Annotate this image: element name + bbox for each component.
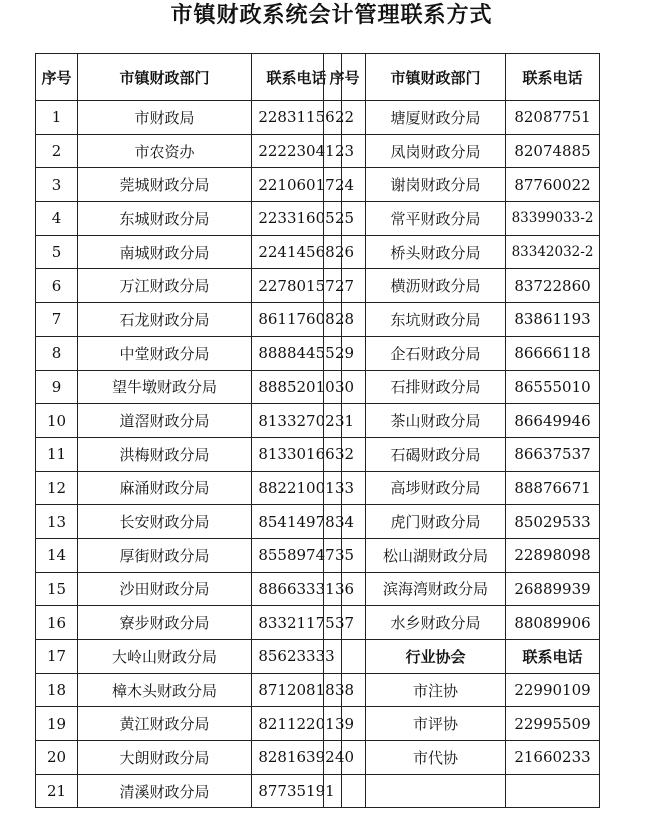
table-row [324,741,600,775]
phone-number: 88663331 [252,572,342,606]
phone-number: 86117608 [252,303,342,337]
row-number: 23 [324,134,366,168]
row-number: 3 [36,168,78,202]
department-name: 虎门财政分局 [366,505,506,539]
department-name: 中堂财政分局 [78,336,252,370]
row-number: 27 [324,269,366,303]
table-row [36,538,342,572]
row-number: 21 [36,774,78,808]
row-number: 9 [36,370,78,404]
phone-number: 81332702 [252,404,342,438]
department-name: 桥头财政分局 [366,235,506,269]
department-name: 樟木头财政分局 [78,673,252,707]
row-number: 28 [324,303,366,337]
department-name: 沙田财政分局 [78,572,252,606]
table-row [36,235,342,269]
phone-number: 83321175 [252,606,342,640]
phone-number: 85589747 [252,538,342,572]
phone-number: 82074885 [506,134,600,168]
department-name: 万江财政分局 [78,269,252,303]
department-name: 企石财政分局 [366,336,506,370]
row-number: 11 [36,437,78,471]
empty-cell [324,774,366,808]
phone-number: 88089906 [506,606,600,640]
department-name: 凤岗财政分局 [366,134,506,168]
phone-number: 83342032-2 [506,235,600,269]
row-number: 22 [324,101,366,135]
department-name: 莞城财政分局 [78,168,252,202]
phone-number: 22106017 [252,168,342,202]
association-header-dept: 行业协会 [366,640,506,674]
row-number: 7 [36,303,78,337]
row-number: 15 [36,572,78,606]
table-row [36,606,342,640]
department-name: 横沥财政分局 [366,269,506,303]
row-number: 40 [324,741,366,775]
table-header-row [36,54,342,101]
phone-number: 82112201 [252,707,342,741]
row-number: 29 [324,336,366,370]
department-name: 水乡财政分局 [366,606,506,640]
department-name: 市评协 [366,707,506,741]
row-number: 30 [324,370,366,404]
department-name: 麻涌财政分局 [78,471,252,505]
department-name: 石排财政分局 [366,370,506,404]
row-number: 2 [36,134,78,168]
row-number: 34 [324,505,366,539]
department-name: 洪梅财政分局 [78,437,252,471]
row-number: 13 [36,505,78,539]
row-number: 5 [36,235,78,269]
header-phone: 联系电话 [252,54,342,101]
table-row [36,101,342,135]
phone-number: 85414978 [252,505,342,539]
header-seq: 序号 [36,54,78,101]
department-name: 茶山财政分局 [366,404,506,438]
phone-number: 82087751 [506,101,600,135]
empty-cell [506,774,600,808]
row-number: 1 [36,101,78,135]
department-name: 高埗财政分局 [366,471,506,505]
row-number: 18 [36,673,78,707]
association-header-row [324,640,600,674]
department-name: 常平财政分局 [366,202,506,236]
table-row [36,168,342,202]
row-number: 20 [36,741,78,775]
empty-cell [324,640,366,674]
department-name: 市财政局 [78,101,252,135]
row-number: 35 [324,538,366,572]
department-name: 厚街财政分局 [78,538,252,572]
table-row [324,437,600,471]
table-row [324,606,600,640]
row-number: 32 [324,437,366,471]
table-row [36,437,342,471]
table-row [324,235,600,269]
department-name: 滨海湾财政分局 [366,572,506,606]
table-row [324,370,600,404]
row-number: 37 [324,606,366,640]
row-number: 19 [36,707,78,741]
row-number: 10 [36,404,78,438]
department-name: 谢岗财政分局 [366,168,506,202]
department-name: 塘厦财政分局 [366,101,506,135]
table-row [324,471,600,505]
association-header-phone: 联系电话 [506,640,600,674]
department-name: 松山湖财政分局 [366,538,506,572]
table-row [36,640,342,674]
table-row [324,168,600,202]
department-name: 南城财政分局 [78,235,252,269]
table-row [36,404,342,438]
department-name: 市代协 [366,741,506,775]
department-name: 长安财政分局 [78,505,252,539]
table-row [36,202,342,236]
table-row [324,572,600,606]
phone-number: 22831156 [252,101,342,135]
department-name: 道滘财政分局 [78,404,252,438]
table-row [324,404,600,438]
page-title: 市镇财政系统会计管理联系方式 [170,2,493,28]
row-number: 31 [324,404,366,438]
phone-number: 82816392 [252,741,342,775]
table-row [36,134,342,168]
phone-number: 22780157 [252,269,342,303]
phone-number: 85029533 [506,505,600,539]
table-row [324,538,600,572]
header-phone: 联系电话 [506,54,600,101]
phone-number: 22331605 [252,202,342,236]
row-number: 26 [324,235,366,269]
phone-number: 83399033-2 [506,202,600,236]
phone-number: 22414568 [252,235,342,269]
phone-number: 86666118 [506,336,600,370]
department-name: 市注协 [366,673,506,707]
table-row [324,101,600,135]
phone-number: 87760022 [506,168,600,202]
contact-table-right [323,53,600,808]
row-number: 6 [36,269,78,303]
row-number: 39 [324,707,366,741]
phone-number: 83861193 [506,303,600,337]
phone-number: 87120818 [252,673,342,707]
phone-number: 83722860 [506,269,600,303]
table-row [36,572,342,606]
table-row [36,370,342,404]
phone-number: 88884455 [252,336,342,370]
department-name: 市农资办 [78,134,252,168]
row-number: 38 [324,673,366,707]
empty-cell [366,774,506,808]
table-row [324,505,600,539]
phone-number: 88221001 [252,471,342,505]
phone-number: 22898098 [506,538,600,572]
header-dept: 市镇财政部门 [366,54,506,101]
phone-number: 26889939 [506,572,600,606]
table-row [36,505,342,539]
row-number: 8 [36,336,78,370]
department-name: 东坑财政分局 [366,303,506,337]
row-number: 14 [36,538,78,572]
row-number: 4 [36,202,78,236]
department-name: 大朗财政分局 [78,741,252,775]
empty-row [324,774,600,808]
table-row [36,741,342,775]
department-name: 望牛墩财政分局 [78,370,252,404]
phone-number: 87735191 [252,774,342,808]
row-number: 33 [324,471,366,505]
row-number: 16 [36,606,78,640]
department-name: 石龙财政分局 [78,303,252,337]
phone-number: 22990109 [506,673,600,707]
department-name: 寮步财政分局 [78,606,252,640]
phone-number: 86649946 [506,404,600,438]
department-name: 东城财政分局 [78,202,252,236]
table-row [36,673,342,707]
table-row [324,134,600,168]
department-name: 石碣财政分局 [366,437,506,471]
table-row [36,336,342,370]
phone-number: 21660233 [506,741,600,775]
table-row [324,336,600,370]
row-number: 12 [36,471,78,505]
department-name: 大岭山财政分局 [78,640,252,674]
phone-number: 22223041 [252,134,342,168]
table-row [36,269,342,303]
header-dept: 市镇财政部门 [78,54,252,101]
row-number: 25 [324,202,366,236]
contact-table-left [35,53,342,808]
table-row [324,303,600,337]
phone-number: 88852010 [252,370,342,404]
table-row [324,202,600,236]
phone-number: 86555010 [506,370,600,404]
department-name: 清溪财政分局 [78,774,252,808]
table-row [324,707,600,741]
phone-number: 88876671 [506,471,600,505]
table-row [36,707,342,741]
row-number: 17 [36,640,78,674]
table-row [324,269,600,303]
row-number: 36 [324,572,366,606]
table-row [36,774,342,808]
phone-number: 81330166 [252,437,342,471]
phone-number: 85623333 [252,640,342,674]
table-row [324,673,600,707]
header-seq: 序号 [324,54,366,101]
row-number: 24 [324,168,366,202]
table-row [36,471,342,505]
table-row [36,303,342,337]
department-name: 黄江财政分局 [78,707,252,741]
phone-number: 22995509 [506,707,600,741]
table-header-row [324,54,600,101]
phone-number: 86637537 [506,437,600,471]
